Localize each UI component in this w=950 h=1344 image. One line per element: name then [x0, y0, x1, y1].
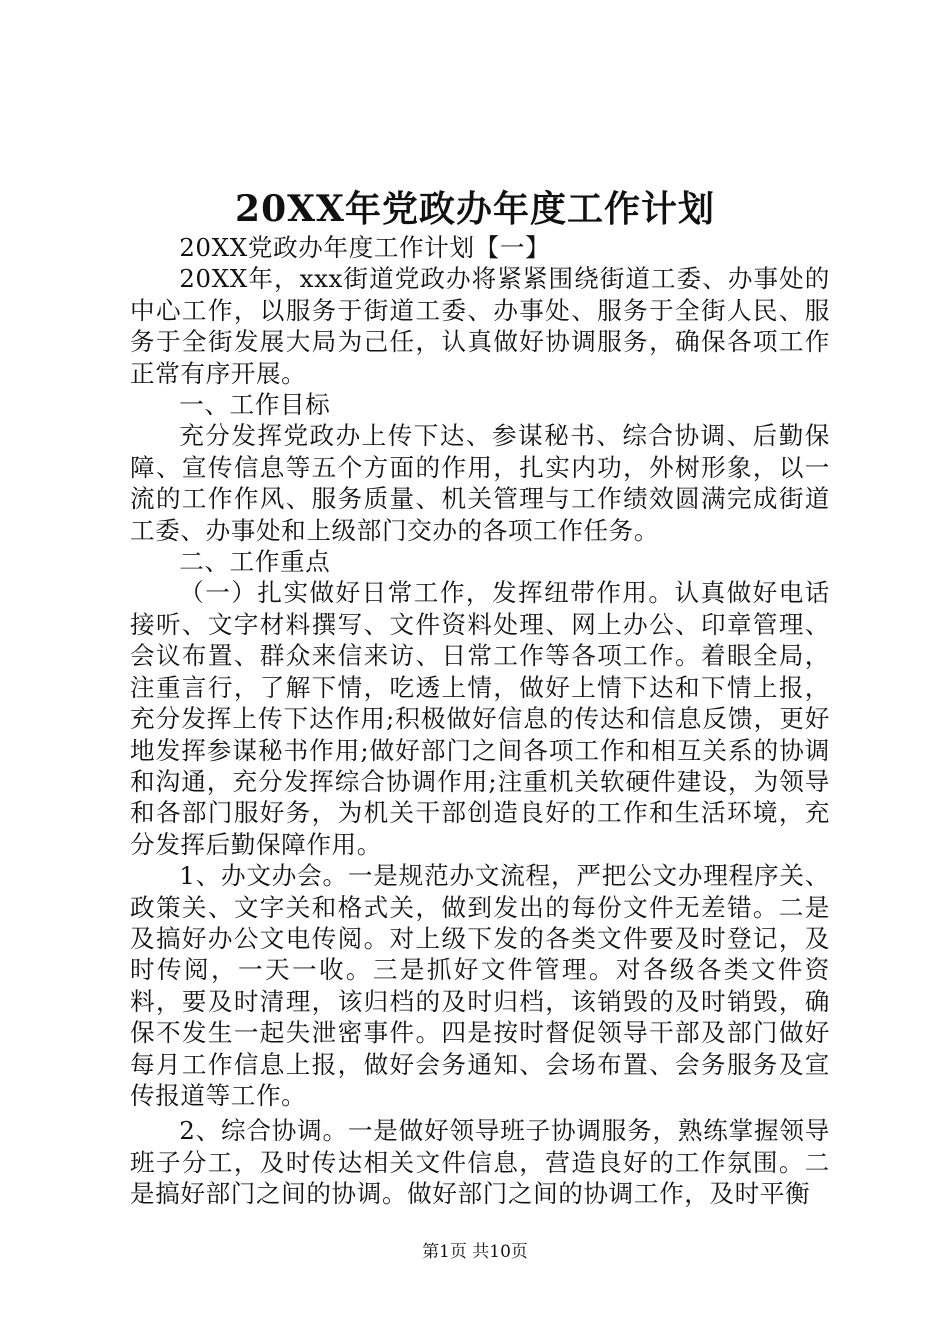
- heading-work-focus: 二、工作重点: [179, 547, 331, 577]
- document-title: 20XX年党政办年度工作计划: [235, 188, 715, 230]
- paragraph-document-meetings: 1、办文办会。一是规范办文流程，严把公文办理程序关、政策关、文字关和格式关，做到发出的每份文件无差错。二是及搞好办公文电传阅。对上级下发的各类文件要及时登记，及时传阅，一天一收。三是抓好文件管理。对各级各类文件资料，要及时清理，该归档的及时归档，该销毁的及时销毁，确保不发生一起失泄密事件。四是按时督促领导干部及部门做好每月工作信息上报，做好会务通知、会场布置、会务服务及宣传报道等工作。: [130, 861, 830, 1110]
- paragraph-work-goal: 充分发挥党政办上传下达、参谋秘书、综合协调、后勤保障、宣传信息等五个方面的作用，扎实内功，外树形象，以一流的工作作风、服务质量、机关管理与工作绩效圆满完成街道工委、办事处和上级部门交办的各项工作任务。: [130, 421, 830, 545]
- paragraph-subtitle: 20XX党政办年度工作计划【一】: [179, 233, 551, 262]
- paragraph-intro: 20XX年，xxx街道党政办将紧紧围绕街道工委、办事处的中心工作，以服务于街道工委、办事处、服务于全街人民、服务于全街发展大局为己任，认真做好协调服务，确保各项工作正常有序开展。: [130, 264, 830, 388]
- paragraph-daily-work: （一）扎实做好日常工作，发挥纽带作用。认真做好电话接听、文字材料撰写、文件资料处理、网上办公、印章管理、会议布置、群众来信来访、日常工作等各项工作。着眼全局，注重言行，了解下情，吃透上情，做好上情下达和下情上报，充分发挥上传下达作用;积极做好信息的传达和信息反馈，更好地发挥参谋秘书作用;做好部门之间各项工作和相互关系的协调和沟通，充分发挥综合协调作用;注重机关软硬件建设，为领导和各部门服好务，为机关干部创造良好的工作和生活环境，充分发挥后勤保障作用。: [130, 578, 830, 859]
- document-body: [130, 232, 830, 1210]
- heading-work-goal: 一、工作目标: [179, 390, 331, 420]
- paragraph-coordination: 2、综合协调。一是做好领导班子协调服务，熟练掌握领导班子分工，及时传达相关文件信息，营造良好的工作氛围。二是搞好部门之间的协调。做好部门之间的协调工作，及时平衡: [130, 1116, 830, 1209]
- page-number-footer: 第1页 共10页: [422, 1242, 528, 1262]
